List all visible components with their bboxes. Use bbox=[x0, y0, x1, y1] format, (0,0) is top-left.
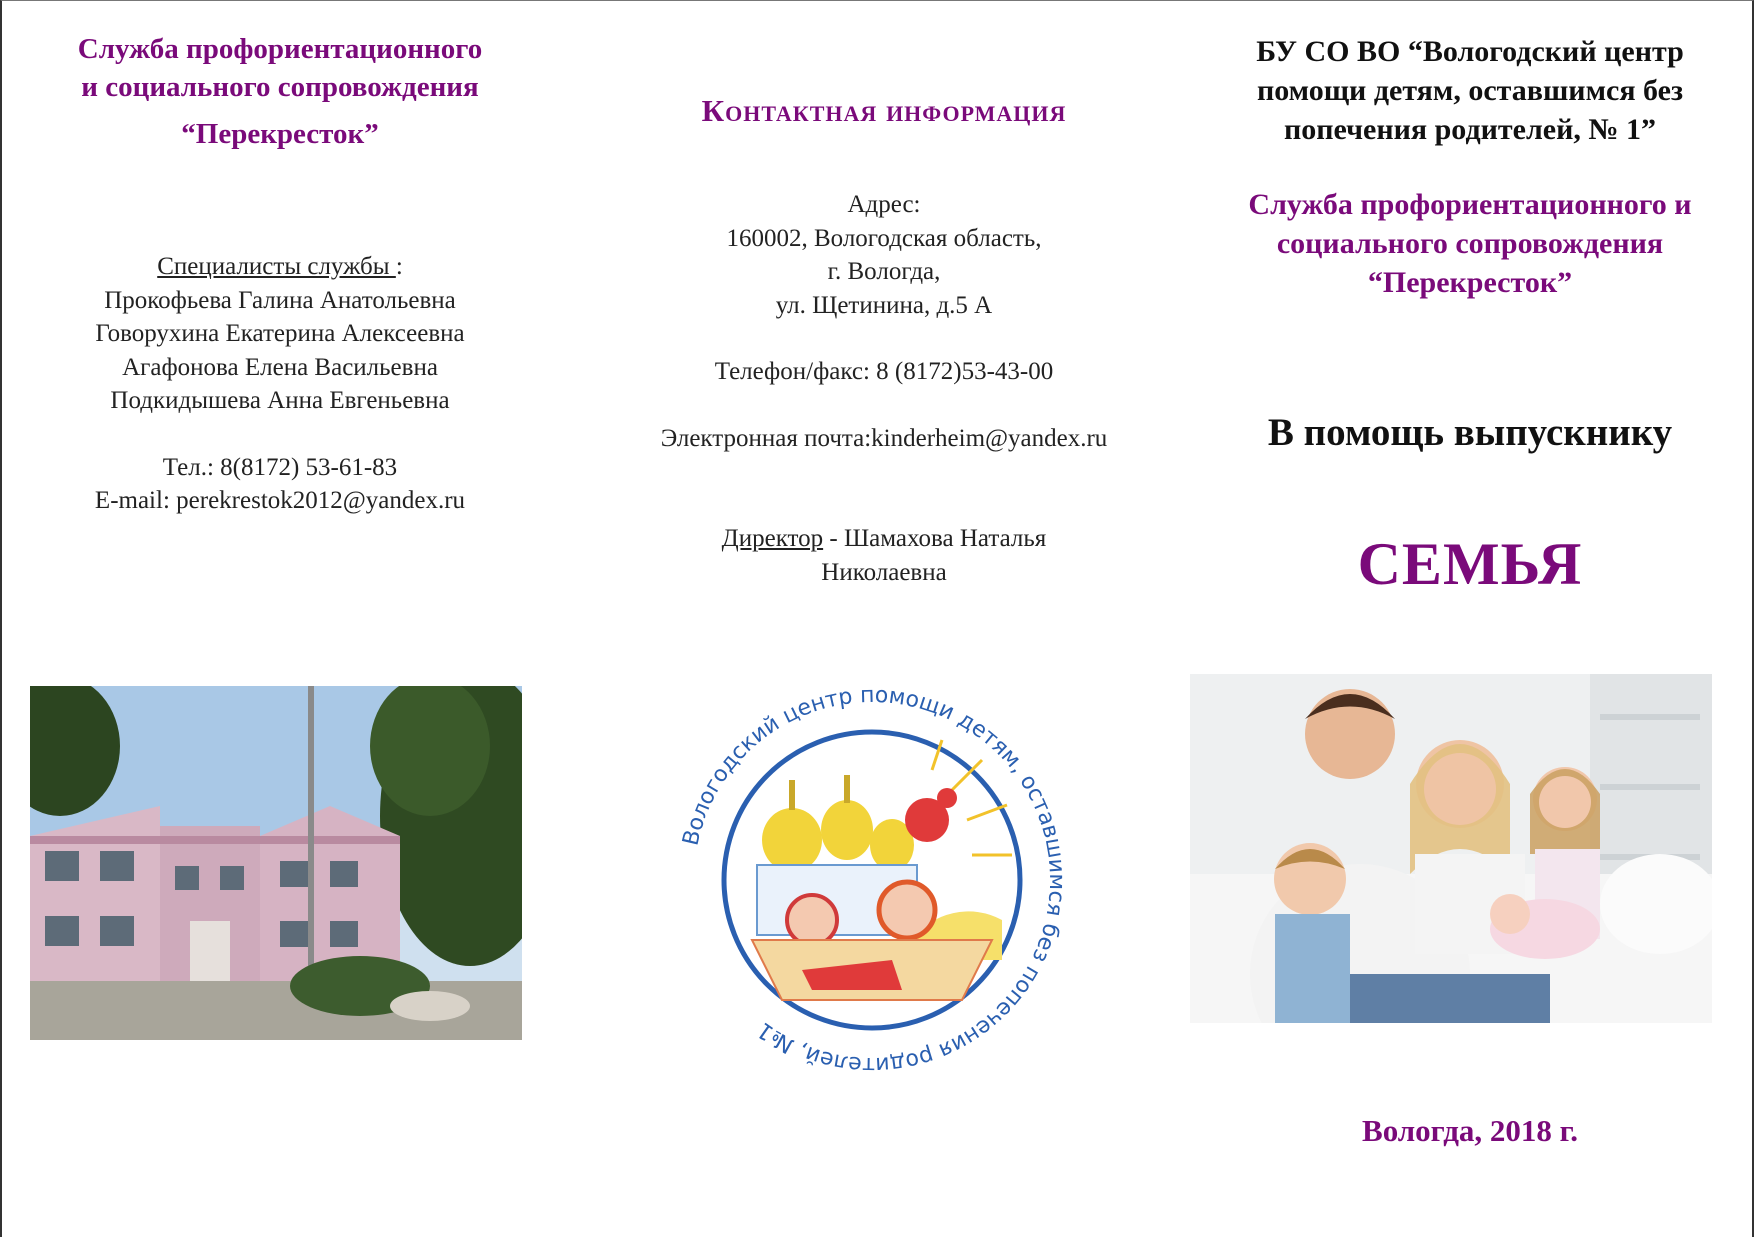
specialist-name: Говорухина Екатерина Алексеевна bbox=[95, 320, 465, 347]
director-line bbox=[620, 522, 1148, 556]
service-title-line: и социального сопровождения bbox=[81, 71, 479, 103]
contact-block bbox=[620, 188, 1148, 455]
specialist-name: Подкидышева Анна Евгеньевна bbox=[110, 387, 450, 414]
family-photo bbox=[1190, 674, 1712, 1023]
director-patronymic: Николаевна bbox=[821, 559, 947, 586]
contact-heading: Контактная информация bbox=[701, 93, 1067, 128]
address-line: 160002, Вологодская область, bbox=[726, 224, 1042, 252]
logo-ring-text: Вологодский центр помощи детям, оставшимся без попечения родителей, №1 bbox=[678, 682, 1070, 1078]
director-block bbox=[620, 522, 1148, 590]
contact-email: Электронная почта:kinderheim@yandex.ru bbox=[660, 424, 1108, 452]
specialist-name: Агафонова Елена Васильевна bbox=[122, 353, 438, 381]
service-subtitle-line: “Перекресток” bbox=[1367, 266, 1573, 299]
service-title bbox=[30, 30, 530, 153]
spacer bbox=[30, 418, 530, 451]
service-subtitle bbox=[1220, 185, 1720, 302]
middle-panel bbox=[620, 0, 1148, 1240]
organization-title-line: помощи детям, оставшимся без bbox=[1256, 74, 1684, 107]
address-label: Адрес: bbox=[847, 191, 921, 218]
specialists-heading bbox=[30, 250, 530, 284]
organization-title bbox=[1220, 32, 1720, 149]
address-line: ул. Щетинина, д.5 А bbox=[775, 291, 993, 319]
organization-title-line: БУ СО ВО “Вологодский центр bbox=[1256, 35, 1684, 68]
address-line: г. Вологда, bbox=[827, 258, 941, 285]
left-panel bbox=[30, 0, 530, 1240]
footer-city-year: Вологда, 2018 г. bbox=[1362, 1113, 1578, 1148]
right-panel bbox=[1220, 0, 1720, 1240]
director-label: Директор bbox=[721, 525, 824, 552]
brochure-topic: СЕМЬЯ bbox=[1357, 531, 1583, 597]
brochure-heading: В помощь выпускнику bbox=[1267, 411, 1673, 454]
specialist-name: Прокофьева Галина Анатольевна bbox=[104, 286, 456, 314]
organization-logo bbox=[662, 670, 1082, 1090]
spacer bbox=[620, 322, 1148, 355]
director-name: - Шамахова Наталья bbox=[823, 525, 1047, 552]
service-phone: Тел.: 8(8172) 53-61-83 bbox=[162, 453, 398, 481]
spacer bbox=[620, 389, 1148, 422]
service-subtitle-line: Служба профориентационного и bbox=[1248, 188, 1692, 221]
specialists-block bbox=[30, 250, 530, 518]
service-subtitle-line: социального сопровождения bbox=[1276, 227, 1664, 260]
service-email: E-mail: perekrestok2012@yandex.ru bbox=[94, 487, 466, 514]
contact-phone: Телефон/факс: 8 (8172)53-43-00 bbox=[714, 358, 1054, 385]
specialists-colon: : bbox=[395, 253, 403, 280]
building-photo bbox=[30, 686, 522, 1040]
service-title-line: Служба профориентационного bbox=[77, 33, 483, 65]
organization-title-line: попечения родителей, № 1” bbox=[1283, 113, 1657, 146]
service-title-line: “Перекресток” bbox=[181, 118, 379, 150]
specialists-label: Специалисты службы bbox=[157, 253, 396, 280]
